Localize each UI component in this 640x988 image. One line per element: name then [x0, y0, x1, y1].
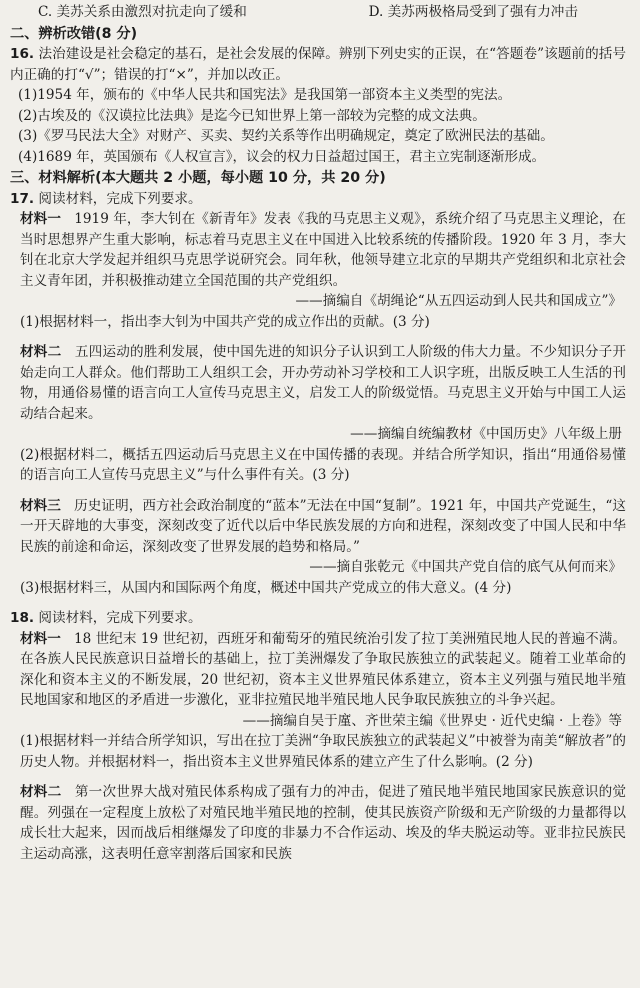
question-18 — [10, 608, 626, 629]
q18-ask-1: (1)根据材料一并结合所学知识，写出在拉丁美洲“争取民族独立的武装起义”中被誉为南美“解放者”的历史人物。并根据材料一，指出资本主义世界殖民体系的建立产生了什么影响。(2 分) — [20, 733, 626, 770]
q16-item-1: (1)1954 年，颁布的《中华人民共和国宪法》是我国第一部资本主义类型的宪法。 — [18, 87, 512, 103]
q17-material-1 — [10, 209, 626, 291]
q17-ask-3: (3)根据材料三，从国内和国际两个角度，概述中国共产党成立的伟大意义。(4 分) — [20, 579, 512, 596]
prev-question-options — [10, 2, 626, 23]
q18-material-1 — [10, 629, 626, 711]
q17-ask-2: (2)根据材料二，概括五四运动后马克思主义在中国传播的表现。并结合所学知识，指出“用通俗易懂的语言向工人宣传马克思主义”与什么事件有关。(3 分) — [20, 446, 626, 483]
q17-material-2-text: 五四运动的胜利发展，使中国先进的知识分子认识到工人阶级的伟大力量。不少知识分子开始走向工人群众。他们帮助工人组织工会，开办劳动补习学校和工人识字班，出版反映工人生活的刊物，用通俗易懂的语言向工人宣传马克思主义，启发工人的阶级觉悟。马克思主义开始与中国工人运动结合起来。 — [20, 344, 627, 422]
question-16-number: 16. — [10, 46, 35, 62]
option-d: D. 美苏两极格局受到了强有力冲击 — [368, 4, 578, 20]
question-18-number: 18. — [10, 610, 35, 626]
question-16-stem: 法治建设是社会稳定的基石，是社会发展的保障。辨别下列史实的正误，在“答题卷”该题前的括号内正确的打“√”；错误的打“×”，并加以改正。 — [10, 46, 626, 83]
q17-material-1-text: 1919 年，李大钊在《新青年》发表《我的马克思主义观》，系统介绍了马克思主义理论，在当时思想界产生重大影响，标志着马克思主义在中国进入比较系统的传播阶段。1920 年 3 月，李大钊在北京大学发起并组织马克思学说研究会。同年秋，他领导建立北京的早期共产党组织和北京社会主义青年团，并积极推动建立全国范围的共产党组织。 — [20, 211, 627, 289]
question-17 — [10, 189, 626, 210]
section-3-title: 三、材料解析(本大题共 2 小题，每小题 10 分，共 20 分) — [10, 170, 386, 186]
q17-material-1-label: 材料一 — [20, 211, 62, 227]
q16-item-2: (2)古埃及的《汉谟拉比法典》是迄今已知世界上第一部较为完整的成文法典。 — [18, 107, 486, 124]
q18-material-2-text: 第一次世界大战对殖民体系构成了强有力的冲击，促进了殖民地半殖民地国家民族意识的觉醒。列强在一定程度上放松了对殖民地半殖民地的控制，使其民族资产阶级和无产阶级的力量都得以成长壮大起来，因而战后相继爆发了印度的非暴力不合作运动、埃及的华夫脱运动等。亚非拉民族民主运动高涨，这表明任意宰割落后国家和民族 — [20, 784, 627, 862]
q16-item-4: (4)1689 年，英国颁布《人权宣言》，议会的权力日益超过国王，君主立宪制逐渐形成。 — [18, 148, 546, 165]
q18-material-2 — [10, 782, 626, 864]
q17-material-3-source: ——摘自张乾元《中国共产党自信的底气从何而来》 — [309, 559, 622, 575]
q16-item-3: (3)《罗马民法大全》对财产、买卖、契约关系等作出明确规定，奠定了欧洲民法的基础。 — [18, 128, 554, 144]
q17-material-2 — [10, 342, 626, 424]
question-17-number: 17. — [10, 190, 35, 207]
q17-material-2-label: 材料二 — [20, 344, 62, 360]
q17-material-2-source: ——摘编自统编教材《中国历史》八年级上册 — [350, 426, 622, 442]
section-2-title: 二、辨析改错(8 分) — [10, 25, 138, 42]
q17-material-3-text: 历史证明，西方社会政治制度的“蓝本”无法在中国“复制”。1921 年，中国共产党诞生，“这一开天辟地的大事变，深刻改变了近代以后中华民族发展的方向和进程，深刻改变了中国人民和中华民族的前途和命运，深刻改变了世界发展的趋势和格局。” — [20, 497, 626, 555]
question-17-stem: 阅读材料，完成下列要求。 — [38, 190, 202, 207]
question-18-stem: 阅读材料，完成下列要求。 — [38, 610, 202, 626]
q18-material-2-label: 材料二 — [20, 784, 62, 800]
q18-material-1-source: ——摘编自吴于廑、齐世荣主编《世界史 · 近代史编 · 上卷》等 — [242, 712, 622, 729]
q17-material-1-source: ——摘编自《胡绳论“从五四运动到人民共和国成立”》 — [295, 293, 622, 309]
q18-material-1-text: 18 世纪末 19 世纪初，西班牙和葡萄牙的殖民统治引发了拉丁美洲殖民地人民的普遍不满。在各族人民民族意识日益增长的基础上，拉丁美洲爆发了争取民族独立的武装起义。随着工业革命的深化和资本主义的不断发展，20 世纪初，资本主义世界殖民体系建立，资本主义列强与殖民地半殖民地国家和地区的矛盾进一步激化，亚非拉殖民地半殖民地人民争取民族独立的斗争兴起。 — [20, 630, 626, 708]
q17-material-3-label: 材料三 — [20, 497, 61, 514]
q17-ask-1: (1)根据材料一，指出李大钊为中国共产党的成立作出的贡献。(3 分) — [20, 313, 430, 330]
option-c: C. 美苏关系由激烈对抗走向了缓和 — [38, 4, 247, 20]
question-16 — [10, 44, 626, 85]
q17-material-3 — [10, 496, 626, 558]
q18-material-1-label: 材料一 — [20, 630, 61, 647]
